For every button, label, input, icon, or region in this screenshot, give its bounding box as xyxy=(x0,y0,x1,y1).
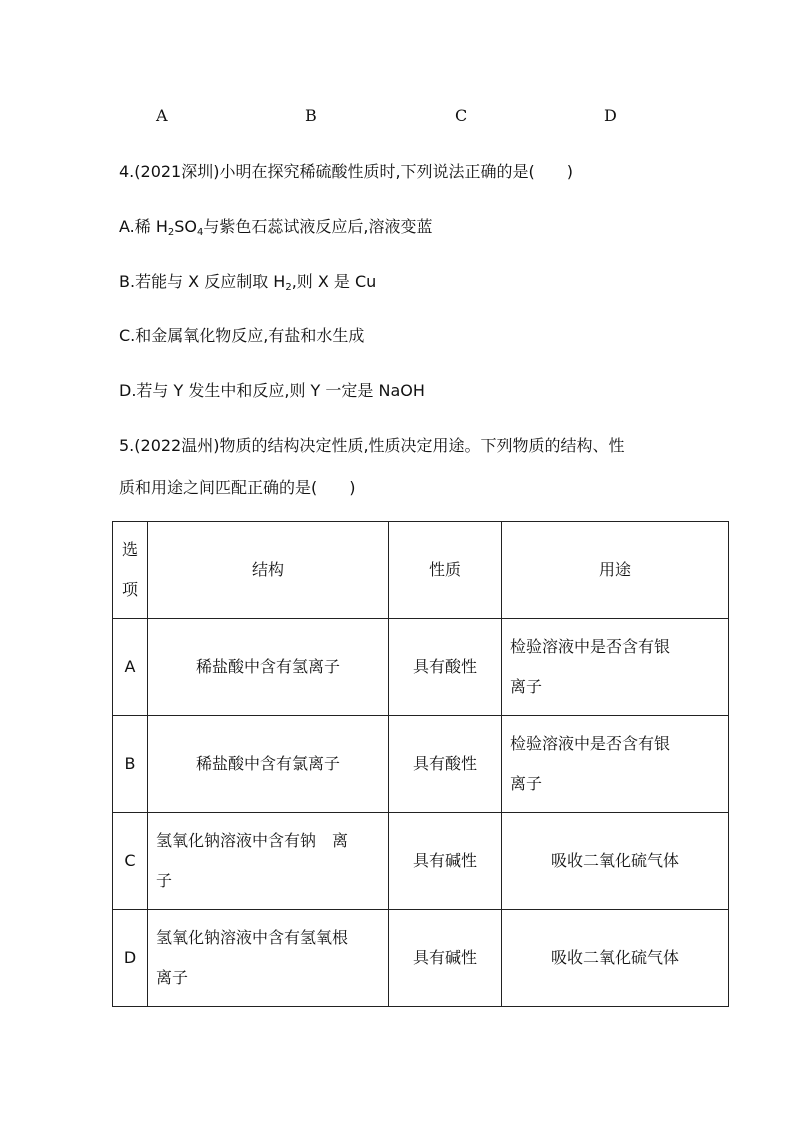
table-row xyxy=(113,716,729,813)
row-property: 具有碱性 xyxy=(389,910,502,1007)
row-structure xyxy=(148,813,389,910)
row-structure-line2: 离子 xyxy=(156,968,189,987)
row-structure-line2: 子 xyxy=(156,871,173,890)
row-option: D xyxy=(113,910,148,1007)
row-property: 具有酸性 xyxy=(389,619,502,716)
prev-option-b: B xyxy=(305,106,317,125)
row-structure-line1: 氢氧化钠溶液中含有钠 离 xyxy=(156,831,349,850)
q4-stem: 4.(2021深圳)小明在探究稀硫酸性质时,下列说法正确的是( ) xyxy=(119,162,574,181)
table-row xyxy=(113,619,729,716)
header-structure: 结构 xyxy=(148,522,389,619)
row-structure: 稀盐酸中含有氢离子 xyxy=(148,619,389,716)
header-use: 用途 xyxy=(502,522,729,619)
q4-a-sub2: 4 xyxy=(197,227,204,238)
q4-a-sub1: 2 xyxy=(167,227,175,238)
row-use: 吸收二氧化硫气体 xyxy=(502,813,729,910)
prev-option-d: D xyxy=(604,106,617,125)
q5-stem-line1: 5.(2022温州)物质的结构决定性质,性质决定用途。下列物质的结构、性 xyxy=(119,436,625,455)
row-option: B xyxy=(113,716,148,813)
row-structure xyxy=(148,910,389,1007)
prev-option-c: C xyxy=(455,106,468,125)
row-use-line2: 离子 xyxy=(510,677,543,696)
q4-option-a xyxy=(119,216,432,238)
prev-option-a: A xyxy=(156,106,168,125)
row-option: C xyxy=(113,813,148,910)
q4-b-sub: 2 xyxy=(285,282,292,293)
table-header-row xyxy=(113,522,729,619)
row-use xyxy=(502,619,729,716)
q4-a-mid: SO xyxy=(174,217,197,236)
table-row xyxy=(113,910,729,1007)
row-structure: 稀盐酸中含有氯离子 xyxy=(148,716,389,813)
q5-stem-line2: 质和用途之间匹配正确的是( ) xyxy=(119,478,356,497)
q4-option-b xyxy=(119,271,376,293)
row-use-line1: 检验溶液中是否含有银 xyxy=(510,734,671,753)
q4-a-pre: A.稀 H xyxy=(119,217,168,236)
row-property: 具有酸性 xyxy=(389,716,502,813)
row-option: A xyxy=(113,619,148,716)
q4-b-pre: B.若能与 X 反应制取 H xyxy=(119,272,286,291)
row-use: 吸收二氧化硫气体 xyxy=(502,910,729,1007)
q4-a-post: 与紫色石蕊试液反应后,溶液变蓝 xyxy=(203,217,433,236)
row-use xyxy=(502,716,729,813)
q4-option-c: C.和金属氧化物反应,有盐和水生成 xyxy=(119,326,365,345)
header-option xyxy=(113,522,148,619)
header-property: 性质 xyxy=(389,522,502,619)
q5-table xyxy=(112,521,729,1007)
row-structure-line1: 氢氧化钠溶液中含有氢氧根 xyxy=(156,928,349,947)
q4-b-post: ,则 X 是 Cu xyxy=(291,272,377,291)
row-property: 具有碱性 xyxy=(389,813,502,910)
header-option-top: 选 xyxy=(121,540,138,559)
row-use-line1: 检验溶液中是否含有银 xyxy=(510,637,671,656)
row-use-line2: 离子 xyxy=(510,774,543,793)
table-row xyxy=(113,813,729,910)
header-option-bottom: 项 xyxy=(121,580,138,599)
q4-option-d: D.若与 Y 发生中和反应,则 Y 一定是 NaOH xyxy=(119,381,425,400)
